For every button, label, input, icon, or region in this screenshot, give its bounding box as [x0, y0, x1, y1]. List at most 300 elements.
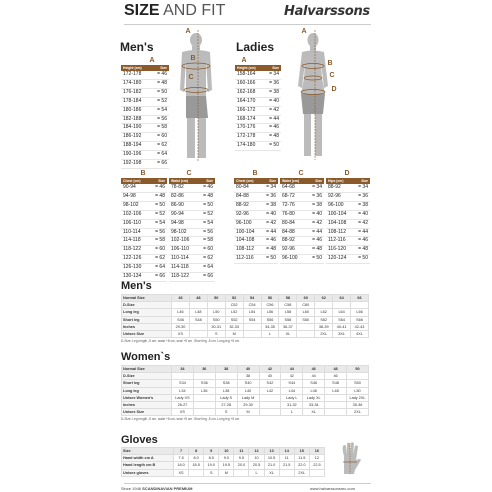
size-value: = 52 — [155, 210, 165, 217]
table-cell — [193, 409, 215, 416]
table-cell: 29-30 — [237, 401, 259, 408]
row-label: Long leg — [122, 309, 172, 316]
ladies-letter-d: D — [344, 170, 350, 177]
table-cell: L54 — [243, 309, 261, 316]
row-label: Long leg — [122, 387, 172, 394]
table-cell: S42 — [259, 380, 281, 387]
table-cell: 40 — [259, 373, 281, 380]
mens-table-note: D-Size: Leg length -5 cm, waist +8 cm, seat +5 cm. Short leg -5 cm. Long leg +5 cm — [121, 339, 240, 344]
table-cell: S56 — [261, 316, 279, 323]
table-cell: 36 — [193, 366, 215, 373]
table-cell — [207, 302, 225, 309]
table-cell: 33-34 — [303, 401, 325, 408]
list-item — [235, 89, 281, 98]
table-cell: 9.0 — [219, 455, 234, 462]
womens-table-heading: Women`s — [121, 351, 171, 363]
list-item — [326, 229, 370, 238]
table-cell: XL — [279, 330, 297, 337]
table-cell: 11 — [279, 455, 294, 462]
size-value: = 54 — [157, 106, 167, 113]
table-row — [122, 448, 325, 455]
size-value: = 48 — [203, 192, 213, 199]
range-value: 112-116 — [236, 255, 254, 262]
table-cell: Lady L — [281, 394, 303, 401]
row-label: Hand length cm B — [122, 462, 174, 469]
table-cell: S34 — [172, 380, 194, 387]
table-cell: S36 — [193, 380, 215, 387]
table-cell: L38 — [215, 387, 237, 394]
range-value: 98-102 — [171, 228, 187, 235]
range-value: 158-164 — [237, 71, 256, 77]
list-item — [326, 193, 370, 202]
table-cell: 42 — [281, 373, 303, 380]
size-value: = 54 — [203, 219, 213, 226]
list-item — [121, 107, 169, 116]
table-cell: 14 — [279, 448, 294, 455]
table-cell — [189, 330, 207, 337]
size-value: = 50 — [266, 255, 276, 262]
ladies-letter-b: B — [252, 170, 258, 177]
list-item — [121, 220, 167, 229]
glove-hand-icon — [338, 440, 362, 476]
list-item — [121, 151, 169, 160]
list-item — [280, 246, 324, 255]
size-value: = 36 — [266, 192, 276, 199]
table-cell: L — [281, 409, 303, 416]
table-cell — [215, 373, 237, 380]
size-value: = 38 — [266, 201, 276, 208]
range-value: 96-100 — [328, 201, 344, 208]
size-value: = 58 — [157, 124, 167, 131]
table-cell: S46 — [303, 380, 325, 387]
table-cell: 11.5 — [294, 455, 309, 462]
list-item — [169, 237, 215, 246]
list-item — [234, 184, 278, 193]
table-cell: L44 — [281, 387, 303, 394]
size-value: = 44 — [266, 228, 276, 235]
size-value: = 34 — [269, 71, 279, 77]
table-cell — [193, 373, 215, 380]
list-item — [169, 255, 215, 264]
table-cell: S50 — [207, 316, 225, 323]
size-value: = 38 — [358, 201, 368, 208]
table-cell: 48 — [189, 295, 207, 302]
table-cell: 64 — [333, 295, 351, 302]
table-cell: L66 — [351, 309, 369, 316]
table-cell: 10 — [249, 455, 264, 462]
list-item — [235, 80, 281, 89]
range-value: 82-86 — [171, 192, 184, 199]
list-item — [234, 211, 278, 220]
list-item — [234, 229, 278, 238]
list-item — [121, 71, 169, 80]
table-cell: S62 — [315, 316, 333, 323]
table-cell: 32-33 — [225, 323, 243, 330]
range-value: 106-110 — [171, 246, 189, 253]
size-value: = 60 — [155, 246, 165, 253]
range-value: 174-180 — [237, 142, 256, 149]
table-cell: 18.0 — [174, 462, 189, 469]
range-value: 90-94 — [123, 184, 136, 190]
range-value: 172-178 — [237, 133, 256, 140]
range-value: 108-112 — [328, 228, 346, 235]
table-row — [122, 366, 369, 373]
list-item — [234, 237, 278, 246]
size-value: = 44 — [269, 115, 279, 122]
size-value: = 46 — [155, 184, 165, 190]
range-value: 110-114 — [171, 255, 189, 262]
range-value: 102-106 — [171, 237, 190, 244]
list-item — [169, 184, 215, 193]
table-cell: L50 — [347, 387, 369, 394]
mens-waist-table — [169, 178, 215, 282]
size-value: = 48 — [157, 79, 167, 86]
list-item — [280, 229, 324, 238]
list-item — [280, 193, 324, 202]
list-item — [121, 255, 167, 264]
row-label: Unisex Women's — [122, 394, 172, 401]
list-item — [169, 220, 215, 229]
list-item — [121, 116, 169, 125]
list-item — [169, 246, 215, 255]
table-cell: L50 — [207, 309, 225, 316]
list-item — [235, 116, 281, 125]
size-value: = 52 — [203, 210, 213, 217]
row-label: Unisex Size — [122, 330, 172, 337]
table-cell: 10 — [219, 448, 234, 455]
range-value: 170-176 — [237, 124, 256, 131]
list-item — [234, 246, 278, 255]
size-value: = 58 — [155, 237, 165, 244]
table-cell: L48 — [325, 387, 347, 394]
row-label: Inches — [122, 323, 172, 330]
ladies-figure-letter-b: B — [327, 60, 333, 67]
table-cell: 12 — [249, 448, 264, 455]
table-cell: 60 — [297, 295, 315, 302]
list-item — [121, 211, 167, 220]
range-value: 172-178 — [123, 71, 142, 77]
table-cell: 7.5 — [174, 455, 189, 462]
table-cell: 2XL — [347, 409, 369, 416]
range-value: 88-92 — [282, 237, 295, 244]
table-cell: 31-32 — [281, 401, 303, 408]
table-row — [122, 409, 369, 416]
table-row — [122, 394, 369, 401]
table-row — [122, 401, 369, 408]
table-cell: 38 — [215, 366, 237, 373]
list-item — [280, 184, 324, 193]
table-header: Chest (cm) Size — [123, 179, 165, 183]
list-item — [121, 89, 169, 98]
range-value: 166-172 — [237, 106, 256, 113]
table-cell: 16 — [309, 448, 324, 455]
table-cell: 22.5 — [309, 462, 324, 469]
range-value: 88-92 — [236, 201, 249, 208]
ladies-figure-letter-c: C — [329, 72, 335, 79]
table-header: Height (cm) Size — [123, 66, 167, 70]
size-value: = 56 — [203, 228, 213, 235]
list-item — [235, 71, 281, 80]
table-row — [122, 469, 325, 476]
table-header: Height (cm) Size — [237, 66, 279, 70]
range-value: 120-124 — [328, 255, 347, 262]
list-item — [235, 124, 281, 133]
table-cell: 8.5 — [204, 455, 219, 462]
table-cell — [325, 394, 347, 401]
list-item — [169, 202, 215, 211]
range-value: 192-198 — [123, 160, 142, 167]
range-value: 102-106 — [123, 210, 142, 217]
table-cell: XS — [174, 469, 189, 476]
list-item — [169, 273, 215, 282]
list-item — [235, 133, 281, 142]
size-value: = 50 — [312, 255, 322, 262]
range-value: 178-184 — [123, 97, 142, 104]
range-value: 118-122 — [123, 246, 141, 253]
size-value: = 42 — [312, 219, 322, 226]
table-cell: 19.5 — [219, 462, 234, 469]
size-value: = 40 — [266, 210, 276, 217]
womens-table-note: D-Size: Leg length -5 cm, waist +8 cm, seat +5 cm. Short leg -5 cm. Long leg +5 cm — [121, 417, 240, 422]
table-cell: 15 — [294, 448, 309, 455]
range-value: 88-92 — [328, 184, 341, 190]
table-cell: 54 — [243, 295, 261, 302]
table-cell: Lady M — [237, 394, 259, 401]
row-label: Hand width cm A — [122, 455, 174, 462]
table-cell: S48 — [189, 316, 207, 323]
list-item — [121, 229, 167, 238]
table-row — [122, 316, 369, 323]
table-cell: S52 — [225, 316, 243, 323]
table-cell: 46 — [303, 366, 325, 373]
table-cell: 38-39 — [315, 323, 333, 330]
size-value: = 46 — [358, 237, 368, 244]
table-cell: XL — [303, 409, 325, 416]
table-cell — [297, 330, 315, 337]
table-row — [122, 455, 325, 462]
table-cell: S60 — [297, 316, 315, 323]
table-header: Waist (cm) Size — [282, 179, 322, 183]
figure-letter-b: B — [190, 55, 196, 62]
mens-size-table — [121, 294, 369, 343]
table-cell: L56 — [261, 309, 279, 316]
table-cell — [325, 409, 347, 416]
table-cell: C58 — [279, 302, 297, 309]
mens-chest-table — [121, 178, 167, 282]
table-cell — [309, 469, 324, 476]
list-item — [121, 98, 169, 107]
brand-logo: Halvarssons — [284, 4, 370, 19]
row-label: Unisex gloves — [122, 469, 174, 476]
list-item — [234, 255, 278, 264]
table-cell: 34-35 — [261, 323, 279, 330]
table-cell: 34 — [172, 366, 194, 373]
range-value: 78-82 — [171, 184, 184, 190]
range-value: 180-186 — [123, 106, 142, 113]
range-value: 94-98 — [171, 219, 184, 226]
table-cell: L62 — [315, 309, 333, 316]
table-cell — [193, 394, 215, 401]
table-cell — [347, 373, 369, 380]
range-value: 98-102 — [123, 201, 139, 208]
table-cell: Lady 2XL — [347, 394, 369, 401]
row-label: Normal Size — [122, 295, 172, 302]
table-cell: 18.5 — [189, 462, 204, 469]
size-value: = 54 — [155, 219, 165, 226]
size-value: = 36 — [269, 79, 279, 86]
size-value: = 56 — [155, 228, 165, 235]
list-item — [235, 107, 281, 116]
list-item — [234, 193, 278, 202]
size-value: = 64 — [203, 264, 213, 271]
range-value: 84-88 — [236, 192, 249, 199]
size-value: = 50 — [157, 88, 167, 95]
table-cell: 3XL — [333, 330, 351, 337]
size-value: = 48 — [266, 246, 276, 253]
table-cell: 35-36 — [347, 401, 369, 408]
list-item — [121, 193, 167, 202]
table-cell: Lady S — [215, 394, 237, 401]
table-row — [122, 380, 369, 387]
list-item — [121, 237, 167, 246]
table-cell: 10.5 — [264, 455, 279, 462]
ladies-figure-letter-a: A — [301, 28, 307, 35]
page-title: SIZE AND FIT — [124, 2, 226, 19]
ladies-heading: Ladies — [236, 40, 275, 54]
table-cell: S50 — [347, 380, 369, 387]
footer-url[interactable]: www.halvarssonsmc.com — [310, 486, 355, 491]
ladies-height-table — [235, 65, 281, 151]
range-value: 76-80 — [282, 210, 295, 217]
row-label: Short leg — [122, 316, 172, 323]
table-cell: 30-31 — [207, 323, 225, 330]
table-cell: 42-43 — [351, 323, 369, 330]
range-value: 106-110 — [123, 219, 141, 226]
size-value: = 62 — [157, 142, 167, 149]
range-value: 92-96 — [282, 246, 295, 253]
table-cell: 29-30 — [172, 323, 190, 330]
size-value: = 46 — [266, 237, 276, 244]
table-cell: 44 — [303, 373, 325, 380]
list-item — [121, 142, 169, 151]
table-cell: L46 — [303, 387, 325, 394]
size-value: = 44 — [312, 228, 322, 235]
range-value: 104-108 — [236, 237, 255, 244]
table-cell: C56 — [261, 302, 279, 309]
table-row — [122, 323, 369, 330]
list-item — [169, 229, 215, 238]
table-cell: 44 — [281, 366, 303, 373]
size-value: = 62 — [155, 255, 165, 262]
table-cell: Lady XL — [303, 394, 325, 401]
range-value: 92-96 — [236, 210, 249, 217]
list-item — [326, 202, 370, 211]
table-cell — [193, 401, 215, 408]
range-value: 64-68 — [282, 184, 295, 190]
range-value: 104-108 — [328, 219, 347, 226]
table-cell: L60 — [297, 309, 315, 316]
table-cell: L48 — [189, 309, 207, 316]
range-value: 92-96 — [328, 192, 341, 199]
table-cell: S — [204, 469, 219, 476]
range-value: 72-76 — [282, 201, 295, 208]
list-item — [169, 211, 215, 220]
table-cell: C60 — [297, 302, 315, 309]
table-row — [122, 462, 325, 469]
table-cell — [189, 302, 207, 309]
table-cell: 19.0 — [204, 462, 219, 469]
list-item — [169, 264, 215, 273]
list-item — [121, 202, 167, 211]
size-value: = 64 — [157, 151, 167, 158]
list-item — [121, 246, 167, 255]
mens-heading: Men's — [120, 40, 154, 54]
table-cell: XS — [172, 330, 190, 337]
range-value: 80-84 — [236, 184, 249, 190]
letter-a: A — [149, 57, 155, 64]
table-cell — [189, 323, 207, 330]
range-value: 160-166 — [237, 79, 256, 86]
range-value: 110-114 — [123, 228, 141, 235]
table-cell: Lady XS — [172, 394, 194, 401]
table-cell: 26-27 — [172, 401, 194, 408]
table-cell: S40 — [237, 380, 259, 387]
range-value: 118-122 — [171, 273, 189, 280]
range-value: 90-94 — [171, 210, 184, 217]
table-cell: 58 — [279, 295, 297, 302]
list-item — [326, 220, 370, 229]
table-cell: 40-41 — [333, 323, 351, 330]
table-cell — [243, 330, 261, 337]
range-value: 168-174 — [237, 115, 256, 122]
list-item — [235, 142, 281, 151]
table-cell: L36 — [193, 387, 215, 394]
table-cell: L — [261, 330, 279, 337]
range-value: 86-90 — [171, 201, 184, 208]
table-cell: S64 — [333, 316, 351, 323]
row-label: Inches — [122, 401, 172, 408]
list-item — [121, 264, 167, 273]
table-cell: 7 — [174, 448, 189, 455]
table-row — [122, 373, 369, 380]
table-cell: M — [219, 469, 234, 476]
range-value: 176-182 — [123, 88, 142, 95]
list-item — [121, 184, 167, 193]
range-value: 114-118 — [123, 237, 141, 244]
table-cell: S38 — [215, 380, 237, 387]
table-cell: 2XL — [315, 330, 333, 337]
range-value: 100-104 — [236, 228, 255, 235]
size-value: = 40 — [358, 210, 368, 217]
ladies-figure — [285, 30, 345, 170]
size-value: = 52 — [157, 97, 167, 104]
table-cell: L34 — [172, 387, 194, 394]
figure-letter-a: A — [185, 28, 191, 35]
list-item — [326, 237, 370, 246]
size-value: = 42 — [266, 219, 276, 226]
range-value: 114-118 — [171, 264, 189, 271]
size-value: = 36 — [312, 192, 322, 199]
table-header: Waist (cm) Size — [171, 179, 213, 183]
table-cell — [325, 401, 347, 408]
list-item — [326, 184, 370, 193]
table-row — [122, 387, 369, 394]
table-cell: XL — [264, 469, 279, 476]
size-value: = 66 — [155, 273, 165, 280]
ladies-hips-table — [326, 178, 370, 264]
table-header: Chest (cm) Size — [236, 179, 276, 183]
range-value: 130-134 — [123, 273, 142, 280]
